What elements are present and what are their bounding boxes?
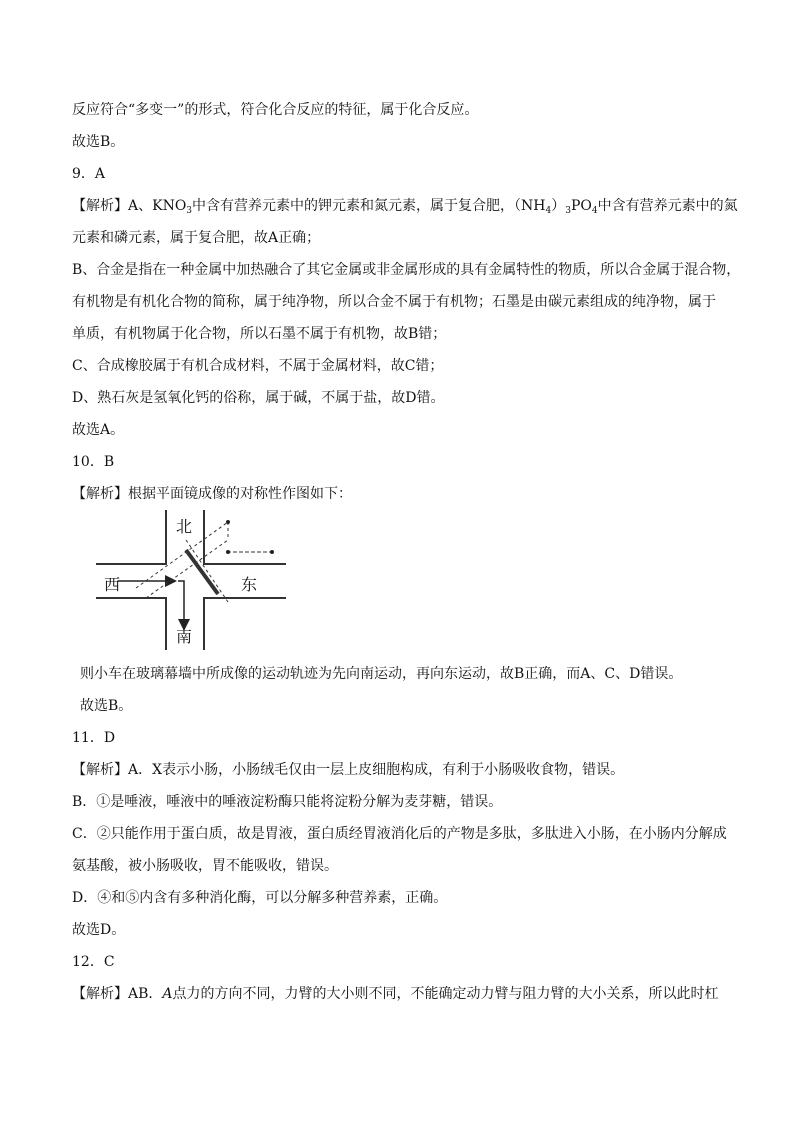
text-line: 氨基酸，被小肠吸收，胃不能吸收，错误。: [72, 858, 338, 874]
text-line: 有机物是有机化合物的简称，属于纯净物，所以合金不属于有机物；石墨是由碳元素组成的纯净物，属于: [72, 294, 716, 310]
mirror-line: [186, 550, 218, 594]
subscript: 4: [545, 206, 552, 216]
image-point: [270, 550, 274, 554]
subscript: 4: [591, 206, 598, 216]
text-line: C．②只能作用于蛋白质，故是胃液，蛋白质经胃液消化后的产物是多肽，多肽进入小肠，在小肠内分解成: [72, 826, 727, 842]
text-line: D、熟石灰是氢氧化钙的俗称，属于碱，不属于盐，故D错。: [72, 390, 445, 406]
text-fragment: PO: [570, 198, 592, 214]
text-line: D．④和⑤内含有多种消化酶，可以分解多种营养素，正确。: [72, 890, 448, 906]
path-arrows: [118, 581, 184, 628]
text-fragment: 中含有营养元素中的氮: [597, 198, 738, 214]
mirror-diagram: [96, 510, 296, 650]
question-number: 10．B: [72, 454, 115, 470]
text-line: [72, 196, 738, 221]
text-line: C、合成橡胶属于有机合成材料，不属于金属材料，故C错；: [72, 358, 444, 374]
text-line: 则小车在玻璃幕墙中所成像的运动轨迹为先向南运动，再向东运动，故B正确，而A、C、D错误。: [80, 666, 683, 682]
text-line: 单质，有机物属于化合物，所以石墨不属于有机物，故B错；: [72, 326, 447, 342]
subscript: 3: [186, 206, 193, 216]
text-fragment: ）: [551, 198, 566, 214]
image-point: [226, 550, 230, 554]
text-line: 故选A。: [72, 422, 125, 438]
text-line: 故选B。: [72, 134, 125, 150]
text-fragment: 中含有营养元素中的钾元素和氮元素，属于复合肥，（NH: [192, 198, 546, 214]
text-line: B．①是唾液，唾液中的唾液淀粉酶只能将淀粉分解为麦芽糖，错误。: [72, 794, 503, 810]
label-south: 南: [176, 627, 193, 646]
image-point: [226, 520, 230, 524]
label-east: 东: [241, 575, 258, 594]
question-number: 12．C: [72, 954, 115, 970]
text-line: [72, 984, 719, 1004]
text-line: 故选B。: [80, 698, 133, 714]
text-line: B、合金是指在一种金属中加热融合了其它金属或非金属形成的具有金属特性的物质，所以合金属于混合物，: [72, 262, 741, 278]
text-fragment: 【解析】A、KNO: [72, 198, 187, 214]
question-number: 11．D: [72, 730, 116, 746]
subscript: 3: [565, 206, 571, 216]
question-number: 9．A: [72, 166, 106, 182]
text-fragment: A: [162, 986, 173, 1002]
label-west: 西: [104, 575, 121, 594]
text-line: 故选D。: [72, 922, 126, 938]
text-line: 【解析】根据平面镜成像的对称性作图如下：: [72, 486, 352, 502]
text-line: 【解析】A．X表示小肠，小肠绒毛仅由一层上皮细胞构成，有利于小肠吸收食物，错误。: [72, 762, 625, 778]
text-fragment: 点力的方向不同，力臂的大小则不同，不能确定动力臂与阻力臂的大小关系，所以此时杠: [172, 986, 719, 1002]
text-line: 反应符合“多变一”的形式，符合化合反应的特征，属于化合反应。: [72, 102, 479, 118]
text-fragment: 【解析】AB．: [72, 986, 163, 1002]
text-line: 元素和磷元素，属于复合肥，故A正确；: [72, 230, 321, 246]
label-north: 北: [176, 517, 193, 536]
